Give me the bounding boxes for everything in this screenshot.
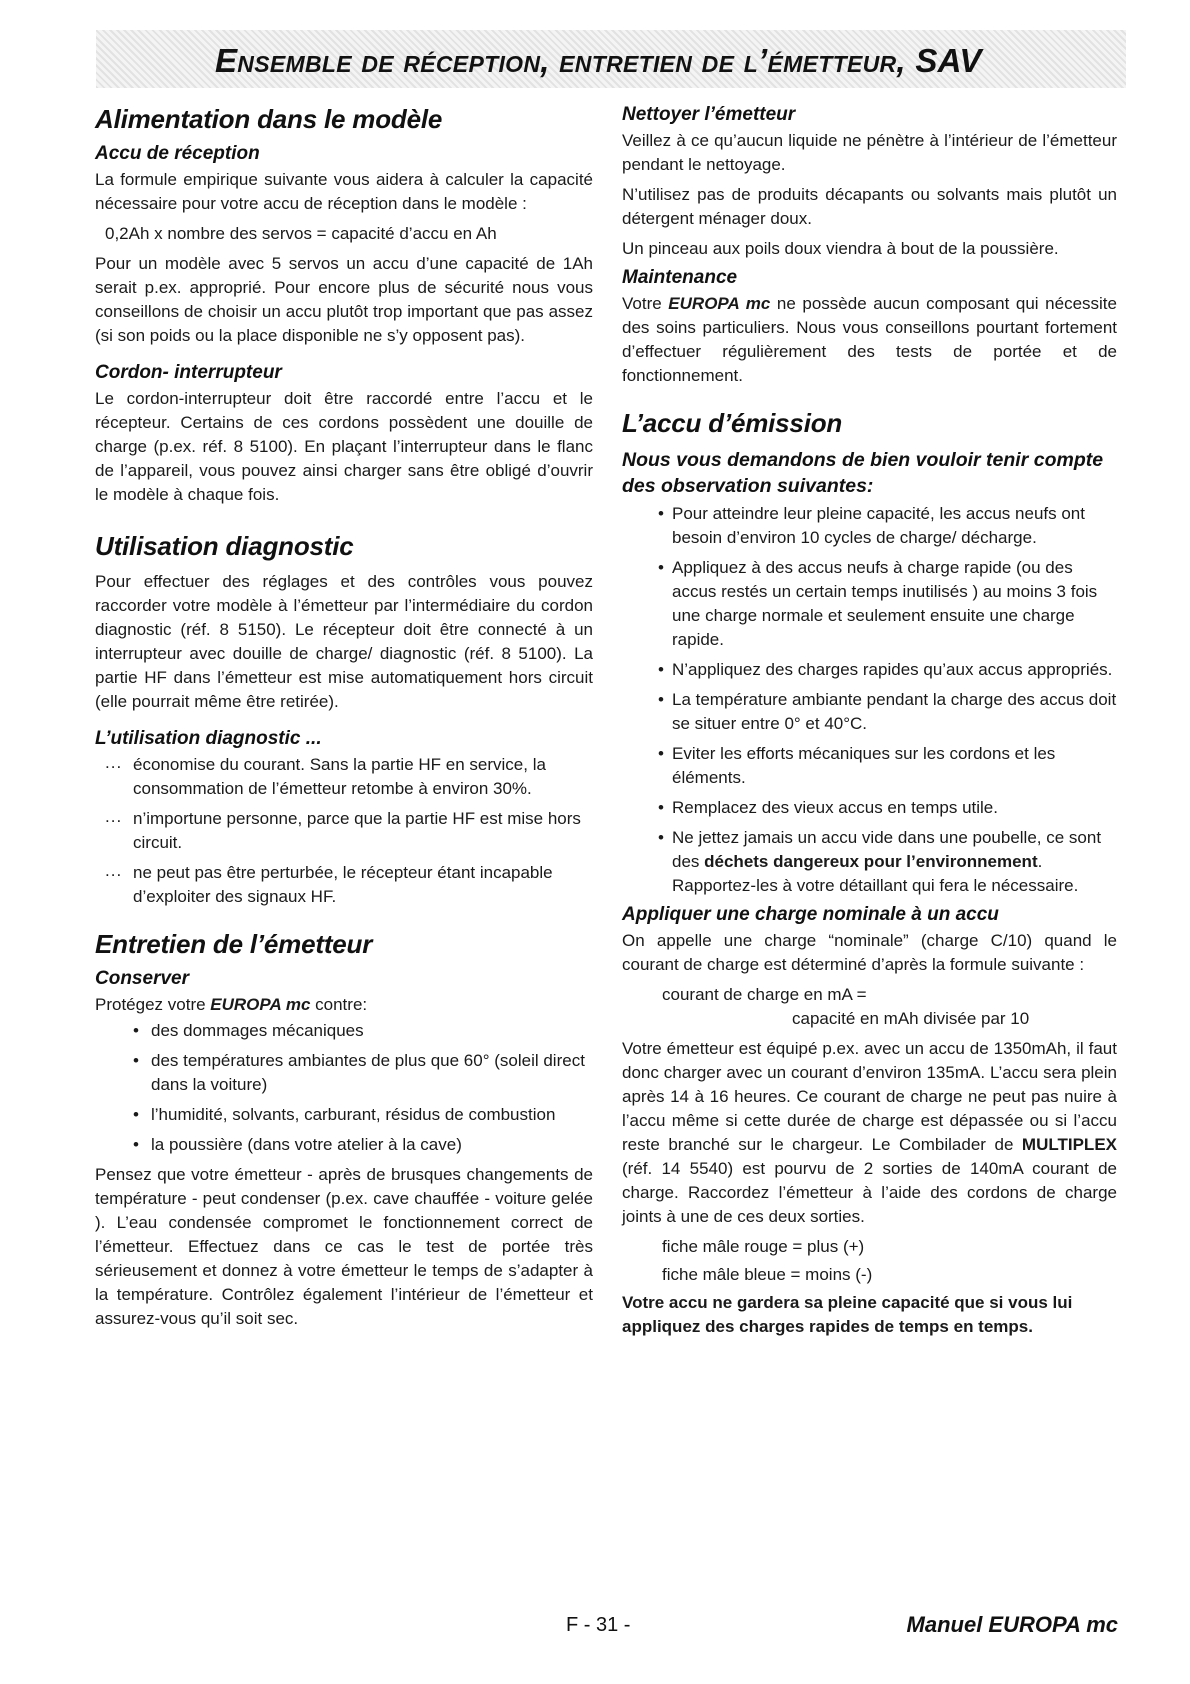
brand-multiplex: MULTIPLEX [1021, 1135, 1117, 1154]
paragraph-accu-intro: La formule empirique suivante vous aidera à calculer la capacité nécessaire pour votre accu de réception dans le modèle : [95, 170, 593, 213]
maintenance-text-after: ne possède aucun composant qui nécessite des soins particuliers. Nous vous conseillons pourtant fortement d’effectuer régulièrement des tests de portée et de fonctionnement. [622, 294, 1117, 385]
conserver-list [95, 1019, 593, 1157]
paragraph-nettoyer-1: Veillez à ce qu’aucun liquide ne pénètre à l’intérieur de l’émetteur pendant le nettoyage. [622, 131, 1117, 174]
section-maintenance [622, 267, 1117, 388]
section-title-entretien: Entretien de l’émetteur [95, 929, 373, 959]
section-accu-emission [622, 408, 1117, 898]
list-item: • Appliquez à des accus neufs à charge rapide (ou des accus restés un certain temps inutilisés ) au moins 3 fois une charge normale et seulement ensuite une charge rapide. [622, 556, 1117, 652]
subheading-accu-reception: Accu de réception [95, 143, 260, 164]
list-item: • des températures ambiantes de plus que 60° (soleil direct dans la voiture) [95, 1049, 593, 1097]
left-column [95, 104, 593, 1337]
subheading-conserver: Conserver [95, 968, 189, 989]
paragraph-cordon: Le cordon-interrupteur doit être raccordé entre l’accu et le récepteur. Certains de ces cordons possèdent une douille de charge (p.ex. réf. 8 5100). En plaçant l’interrupteur dans le flanc de l’appareil, vous pouvez ainsi charger sans être obligé d’ouvrir le modèle à chaque fois. [95, 389, 593, 504]
formula-line-1: courant de charge en mA = [662, 985, 867, 1004]
warning-text: déchets dangereux pour l’environnement [704, 852, 1038, 871]
fiche-rouge: fiche mâle rouge = plus (+) [662, 1237, 865, 1256]
paragraph-nettoyer-3: Un pinceau aux poils doux viendra à bout de la poussière. [622, 239, 1059, 258]
page-number: F - 31 - [566, 1614, 631, 1636]
subheading-utilisation-diagnostic: L’utilisation diagnostic ... [95, 728, 322, 749]
paragraph-nettoyer-2: N’utilisez pas de produits décapants ou solvants mais plutôt un détergent ménager doux. [622, 185, 1117, 228]
paragraph-charge-details [622, 1037, 1117, 1229]
list-item: • Remplacez des vieux accus en temps utile. [622, 796, 1117, 820]
manual-title: Manuel EUROPA mc [906, 1612, 1118, 1637]
subheading-cordon-interrupteur: Cordon- interrupteur [95, 362, 282, 383]
section-entretien [95, 929, 593, 1331]
charge-text: Votre émetteur est équipé p.ex. avec un accu de 1350mAh, il faut donc charger avec un courant d’environ 135mA. L’accu sera plein après 14 à 16 heures. Ce courant de charge ne peut pas nuire à l’accu même si cette durée de charge est dépassée ou si l’accu reste branché sur le chargeur. Le Combilader de [622, 1039, 1117, 1154]
list-item: • Pour atteindre leur pleine capacité, les accus neufs ont besoin d’environ 10 cycles de charge/ décharge. [622, 502, 1117, 550]
intro-text: Protégez votre [95, 995, 211, 1014]
list-item-text-after: . Rapportez-les à votre détaillant qui fera le nécessaire. [672, 852, 1079, 895]
right-column [622, 104, 1117, 1345]
intro-text-after: contre: [310, 995, 368, 1014]
list-item-text: Ne jettez jamais un accu vide dans une poubelle, ce sont des [672, 828, 1102, 871]
list-item: • N’appliquez des charges rapides qu’aux accus appropriés. [622, 658, 1117, 682]
capacity-note: Votre accu ne gardera sa pleine capacité que si vous lui appliquez des charges rapides de temps en temps. [622, 1293, 1073, 1336]
subheading-charge-nominale: Appliquer une charge nominale à un accu [622, 904, 999, 925]
section-nettoyer [622, 104, 1117, 261]
list-item [622, 826, 1117, 898]
formula-capacity: 0,2Ah x nombre des servos = capacité d’accu en Ah [105, 224, 497, 243]
paragraph-condensation: Pensez que votre émetteur - après de brusques changements de température - peut condenser (p.ex. cave chauffée - voiture gelée ). L’eau condensée compromet le fonctionnement correct de l’émetteur. Effectuez dans ce cas le test de portée très sérieusement et donnez à votre émetteur le temps de s’adapter à la température. Contrôlez également l’intérieur de l’émetteur et assurez-vous qu’il soit sec. [95, 1165, 593, 1328]
diagnostic-list [95, 753, 593, 909]
formula-line-2: capacité en mAh divisée par 10 [792, 1009, 1030, 1028]
paragraph-maintenance [622, 292, 1117, 388]
fiche-bleue: fiche mâle bleue = moins (-) [662, 1265, 873, 1284]
page-title: Ensemble de réception, entretien de l’émetteur, SAV [215, 42, 982, 79]
list-item: • l’humidité, solvants, carburant, résidus de combustion [95, 1103, 593, 1127]
brand-name: EUROPA mc [668, 294, 771, 313]
list-item: ... économise du courant. Sans la partie HF en service, la consommation de l’émetteur retombe à environ 30%. [95, 753, 593, 801]
list-item: • La température ambiante pendant la charge des accus doit se situer entre 0° et 40°C. [622, 688, 1117, 736]
paragraph-diagnostic: Pour effectuer des réglages et des contrôles vous pouvez raccorder votre modèle à l’émetteur par l’intermédiaire du cordon diagnostic (réf. 8 5150). Le récepteur doit être connecté à un interrupteur avec douille de charge/ diagnostic (réf. 8 5100). La partie HF dans l’émetteur est mise automatiquement hors circuit (elle pourrait même être retirée). [95, 572, 593, 711]
paragraph-conserver-intro [95, 993, 593, 1017]
maintenance-text: Votre [622, 294, 669, 313]
accu-list [622, 502, 1117, 898]
subheading-nettoyer: Nettoyer l’émetteur [622, 104, 796, 125]
accu-lead: Nous vous demandons de bien vouloir tenir compte des observation suivantes: [622, 449, 1104, 497]
section-alimentation [95, 104, 593, 507]
list-item: • Eviter les efforts mécaniques sur les cordons et les éléments. [622, 742, 1117, 790]
charge-text-after: (réf. 14 5540) est pourvu de 2 sorties de 140mA courant de charge. Raccordez l’émetteur à l’aide des cordons de charge joints à une de ces deux sorties. [622, 1159, 1117, 1226]
list-item: ... ne peut pas être perturbée, le récepteur étant incapable d’exploiter des signaux HF. [95, 861, 593, 909]
subheading-maintenance: Maintenance [622, 267, 738, 288]
section-charge-nominale [622, 904, 1117, 1339]
section-diagnostic [95, 531, 593, 909]
list-item: • des dommages mécaniques [95, 1019, 593, 1043]
list-item: • la poussière (dans votre atelier à la cave) [95, 1133, 593, 1157]
list-item: ... n’importune personne, parce que la partie HF est mise hors circuit. [95, 807, 593, 855]
section-title-alimentation: Alimentation dans le modèle [95, 104, 443, 134]
section-title-accu: L’accu d’émission [622, 408, 843, 438]
paragraph-charge-intro: On appelle une charge “nominale” (charge C/10) quand le courant de charge est déterminé d’après la formule suivante : [622, 931, 1117, 974]
paragraph-accu-example: Pour un modèle avec 5 servos un accu d’une capacité de 1Ah serait p.ex. approprié. Pour encore plus de sécurité nous vous conseillons de choisir un accu plutôt trop important que pas assez (si son poids ou la place disponible ne s’y opposent pas). [95, 254, 593, 345]
section-title-diagnostic: Utilisation diagnostic [95, 531, 354, 561]
brand-name: EUROPA mc [210, 995, 311, 1014]
